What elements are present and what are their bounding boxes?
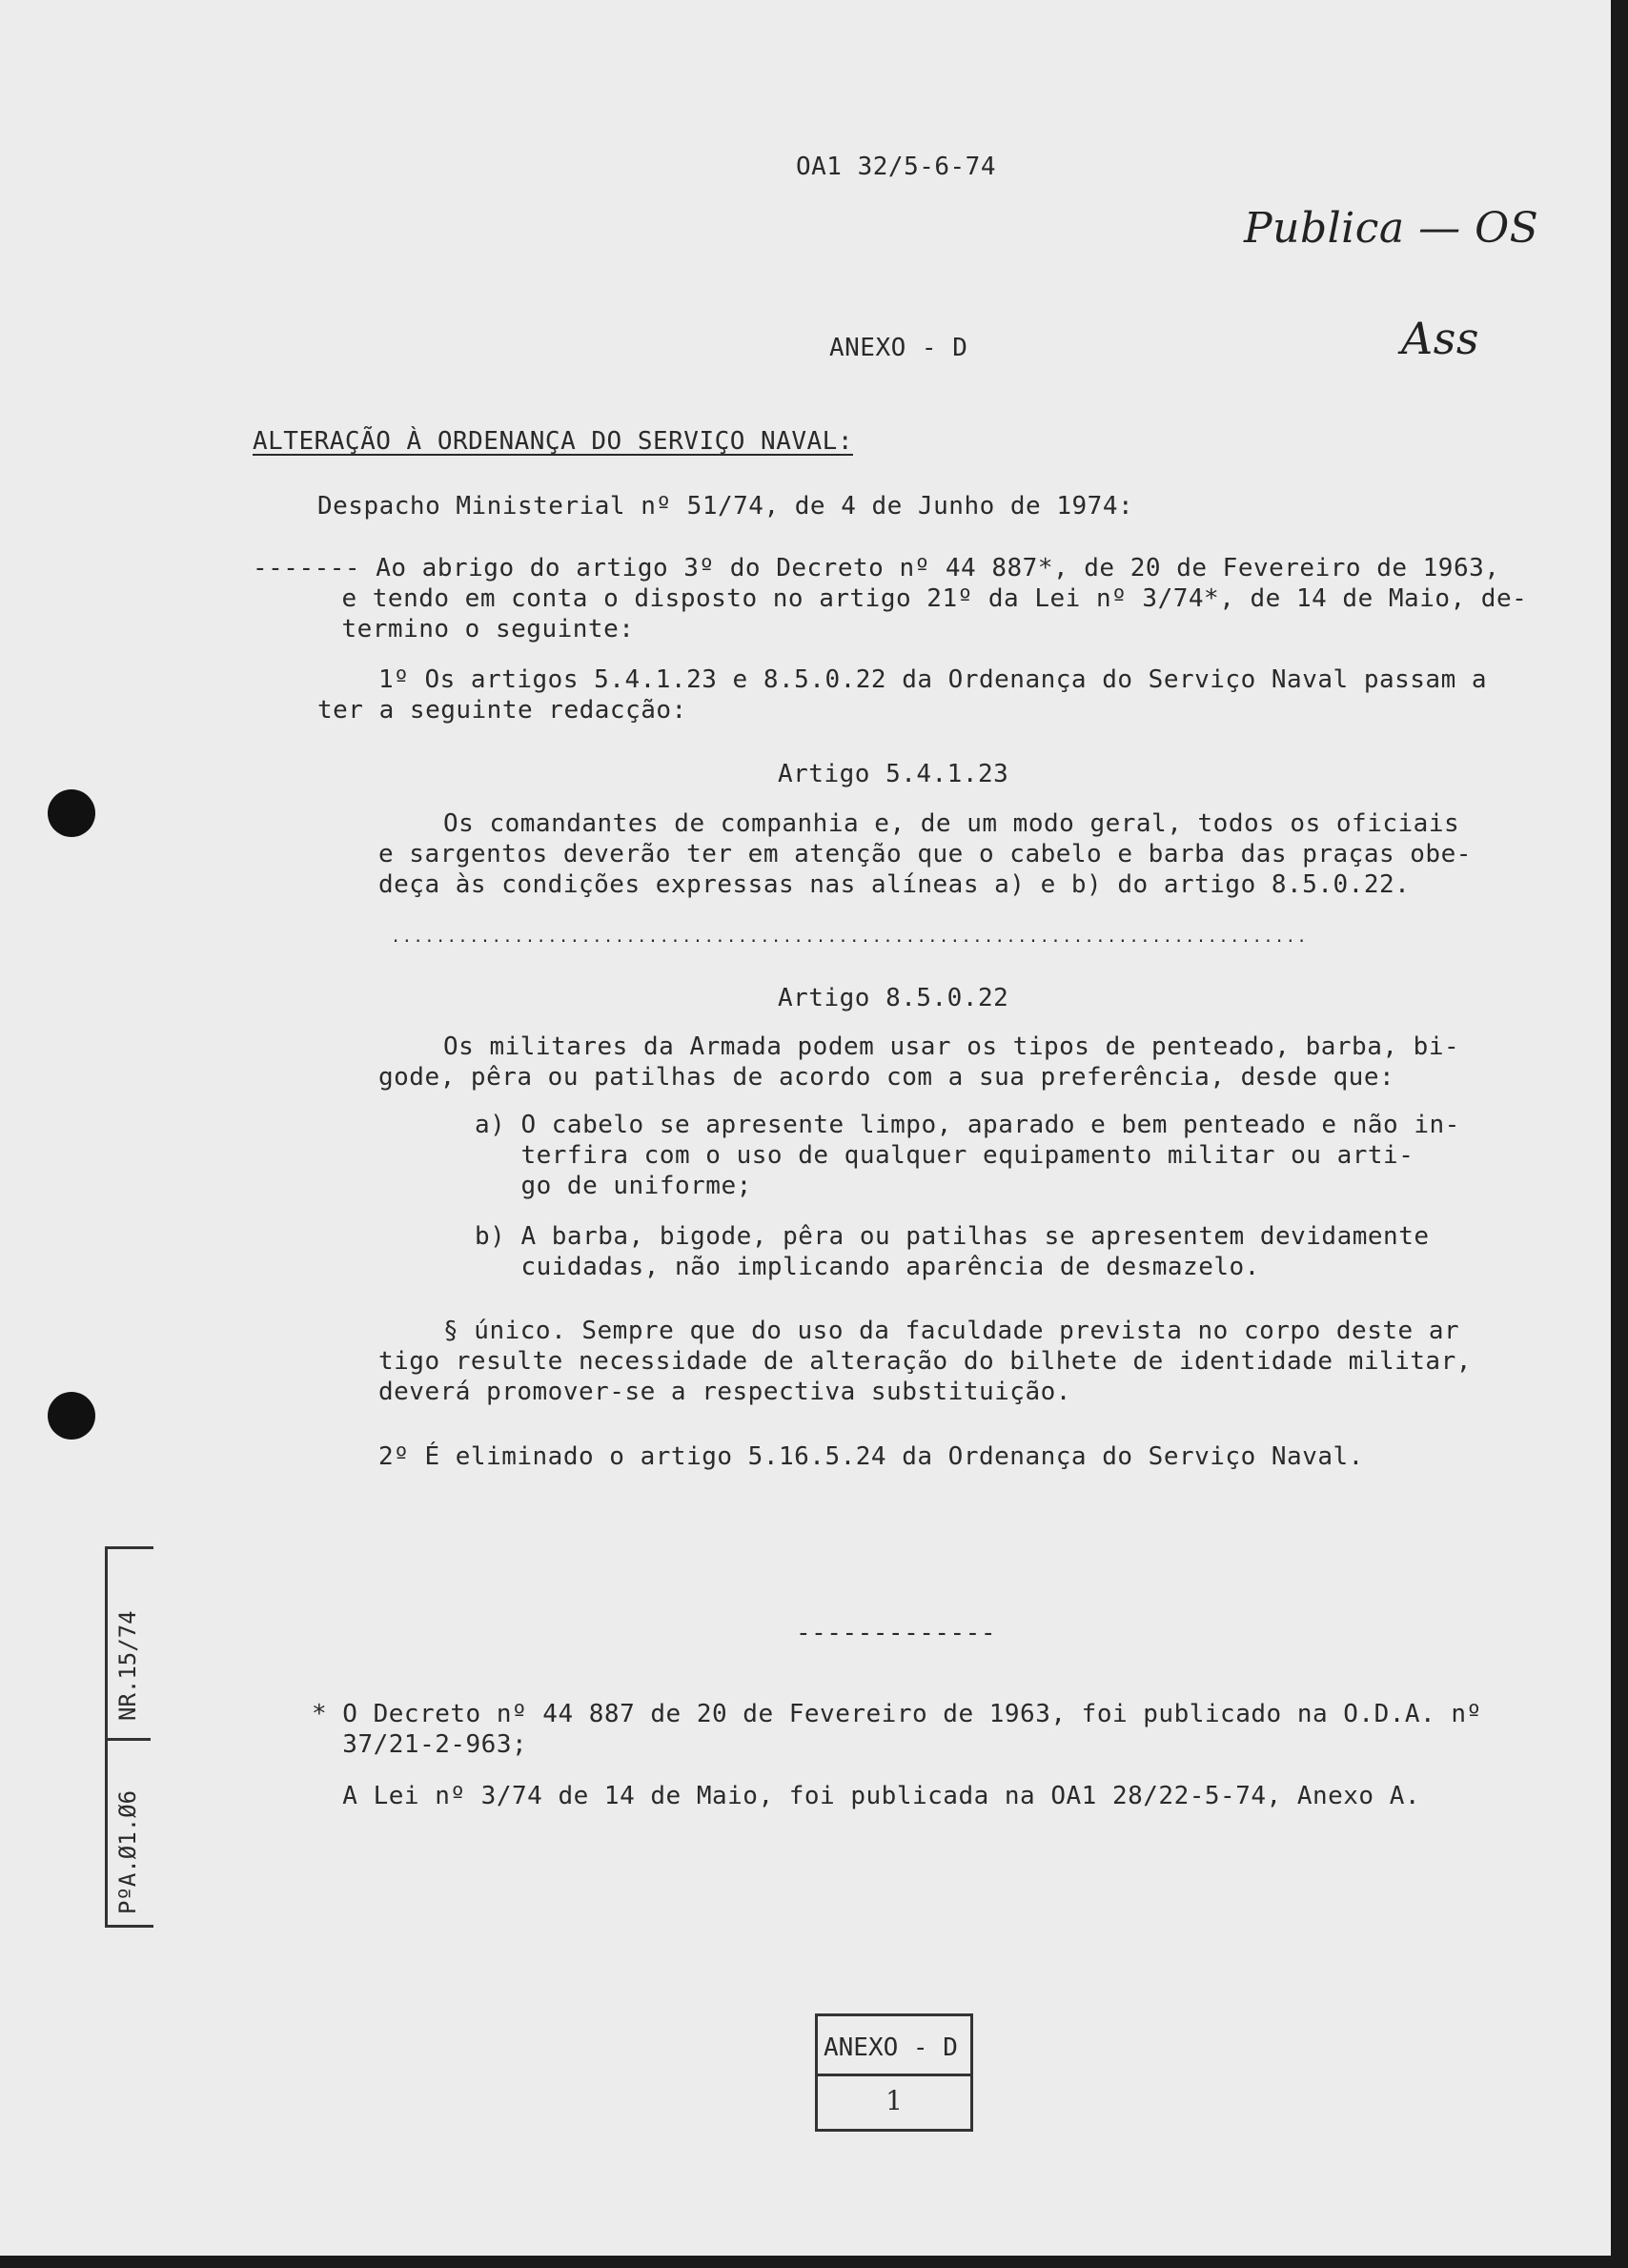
page-title: ALTERAÇÃO À ORDENANÇA DO SERVIÇO NAVAL: [253, 427, 853, 456]
footnote-separator: ------------- [796, 1619, 996, 1647]
article-heading-2: Artigo 8.5.0.22 [778, 984, 1009, 1012]
item-b-line-2: cuidadas, não implicando aparência de desmazelo. [475, 1253, 1260, 1281]
footnote-line-1: * O Decreto nº 44 887 de 20 de Fevereiro de 1963, foi publicado na O.D.A. nº [312, 1700, 1482, 1728]
point1-line-1: 1º Os artigos 5.4.1.23 e 8.5.0.22 da Ordenança do Serviço Naval passam a [378, 665, 1488, 694]
article2-line-1: Os militares da Armada podem usar os tipos de penteado, barba, bi- [443, 1032, 1460, 1061]
handwritten-note: Publica — OS [1244, 204, 1539, 253]
article2-line-2: gode, pêra ou patilhas de acordo com a sua preferência, desde que: [378, 1063, 1395, 1092]
sole-paragraph-line-1: § único. Sempre que do uso da faculdade prevista no corpo deste ar [443, 1317, 1460, 1345]
point2-line: 2º É eliminado o artigo 5.16.5.24 da Ordenança do Serviço Naval. [378, 1442, 1364, 1471]
page-box-label: ANEXO - D [824, 2033, 958, 2062]
intro-line-3: termino o seguinte: [295, 615, 635, 644]
side-stamp-divider [105, 1738, 151, 1741]
item-a-line-1: a) O cabelo se apresente limpo, aparado e bem penteado e não in- [475, 1111, 1460, 1139]
article-heading-1: Artigo 5.4.1.23 [778, 760, 1009, 788]
dispatch-line: Despacho Ministerial nº 51/74, de 4 de Junho de 1974: [317, 492, 1134, 521]
punch-hole-bottom [48, 1392, 95, 1440]
sole-paragraph-line-3: deverá promover-se a respectiva substituição. [378, 1378, 1071, 1406]
punch-hole-top [48, 789, 95, 837]
handwritten-initials: Ass [1401, 313, 1479, 364]
annex-title: ANEXO - D [829, 334, 968, 362]
dotted-separator: .................................................................................. [391, 928, 1309, 947]
point1-line-2: ter a seguinte redacção: [317, 696, 687, 725]
page-number: 1 [885, 2085, 903, 2116]
article1-line-3: deça às condições expressas nas alíneas a) e b) do artigo 8.5.0.22. [378, 870, 1411, 899]
item-a-line-2: terfira com o uso de qualquer equipamento militar ou arti- [475, 1141, 1414, 1170]
item-a-line-3: go de uniforme; [475, 1172, 752, 1200]
intro-line-2: e tendo em conta o disposto no artigo 21º da Lei nº 3/74*, de 14 de Maio, de- [295, 584, 1528, 613]
item-b-line-1: b) A barba, bigode, pêra ou patilhas se apresentem devidamente [475, 1222, 1430, 1251]
sole-paragraph-line-2: tigo resulte necessidade de alteração do bilhete de identidade militar, [378, 1347, 1472, 1376]
reference-number: OA1 32/5-6-74 [796, 153, 996, 181]
footnote-line-2: 37/21-2-963; [312, 1730, 528, 1759]
side-stamp-number: NR.15/74 [114, 1610, 141, 1721]
footnote-line-3: A Lei nº 3/74 de 14 de Maio, foi publicada na OA1 28/22-5-74, Anexo A. [312, 1782, 1421, 1810]
article1-line-2: e sargentos deverão ter em atenção que o cabelo e barba das praças obe- [378, 840, 1472, 868]
page-number-box [815, 2013, 973, 2132]
article1-line-1: Os comandantes de companhia e, de um modo geral, todos os oficiais [443, 809, 1460, 838]
intro-line-1: ------- Ao abrigo do artigo 3º do Decreto nº 44 887*, de 20 de Fevereiro de 1963, [253, 554, 1500, 582]
page-box-divider [818, 2074, 970, 2076]
side-stamp-code: PºA.Ø1.Ø6 [114, 1789, 141, 1914]
